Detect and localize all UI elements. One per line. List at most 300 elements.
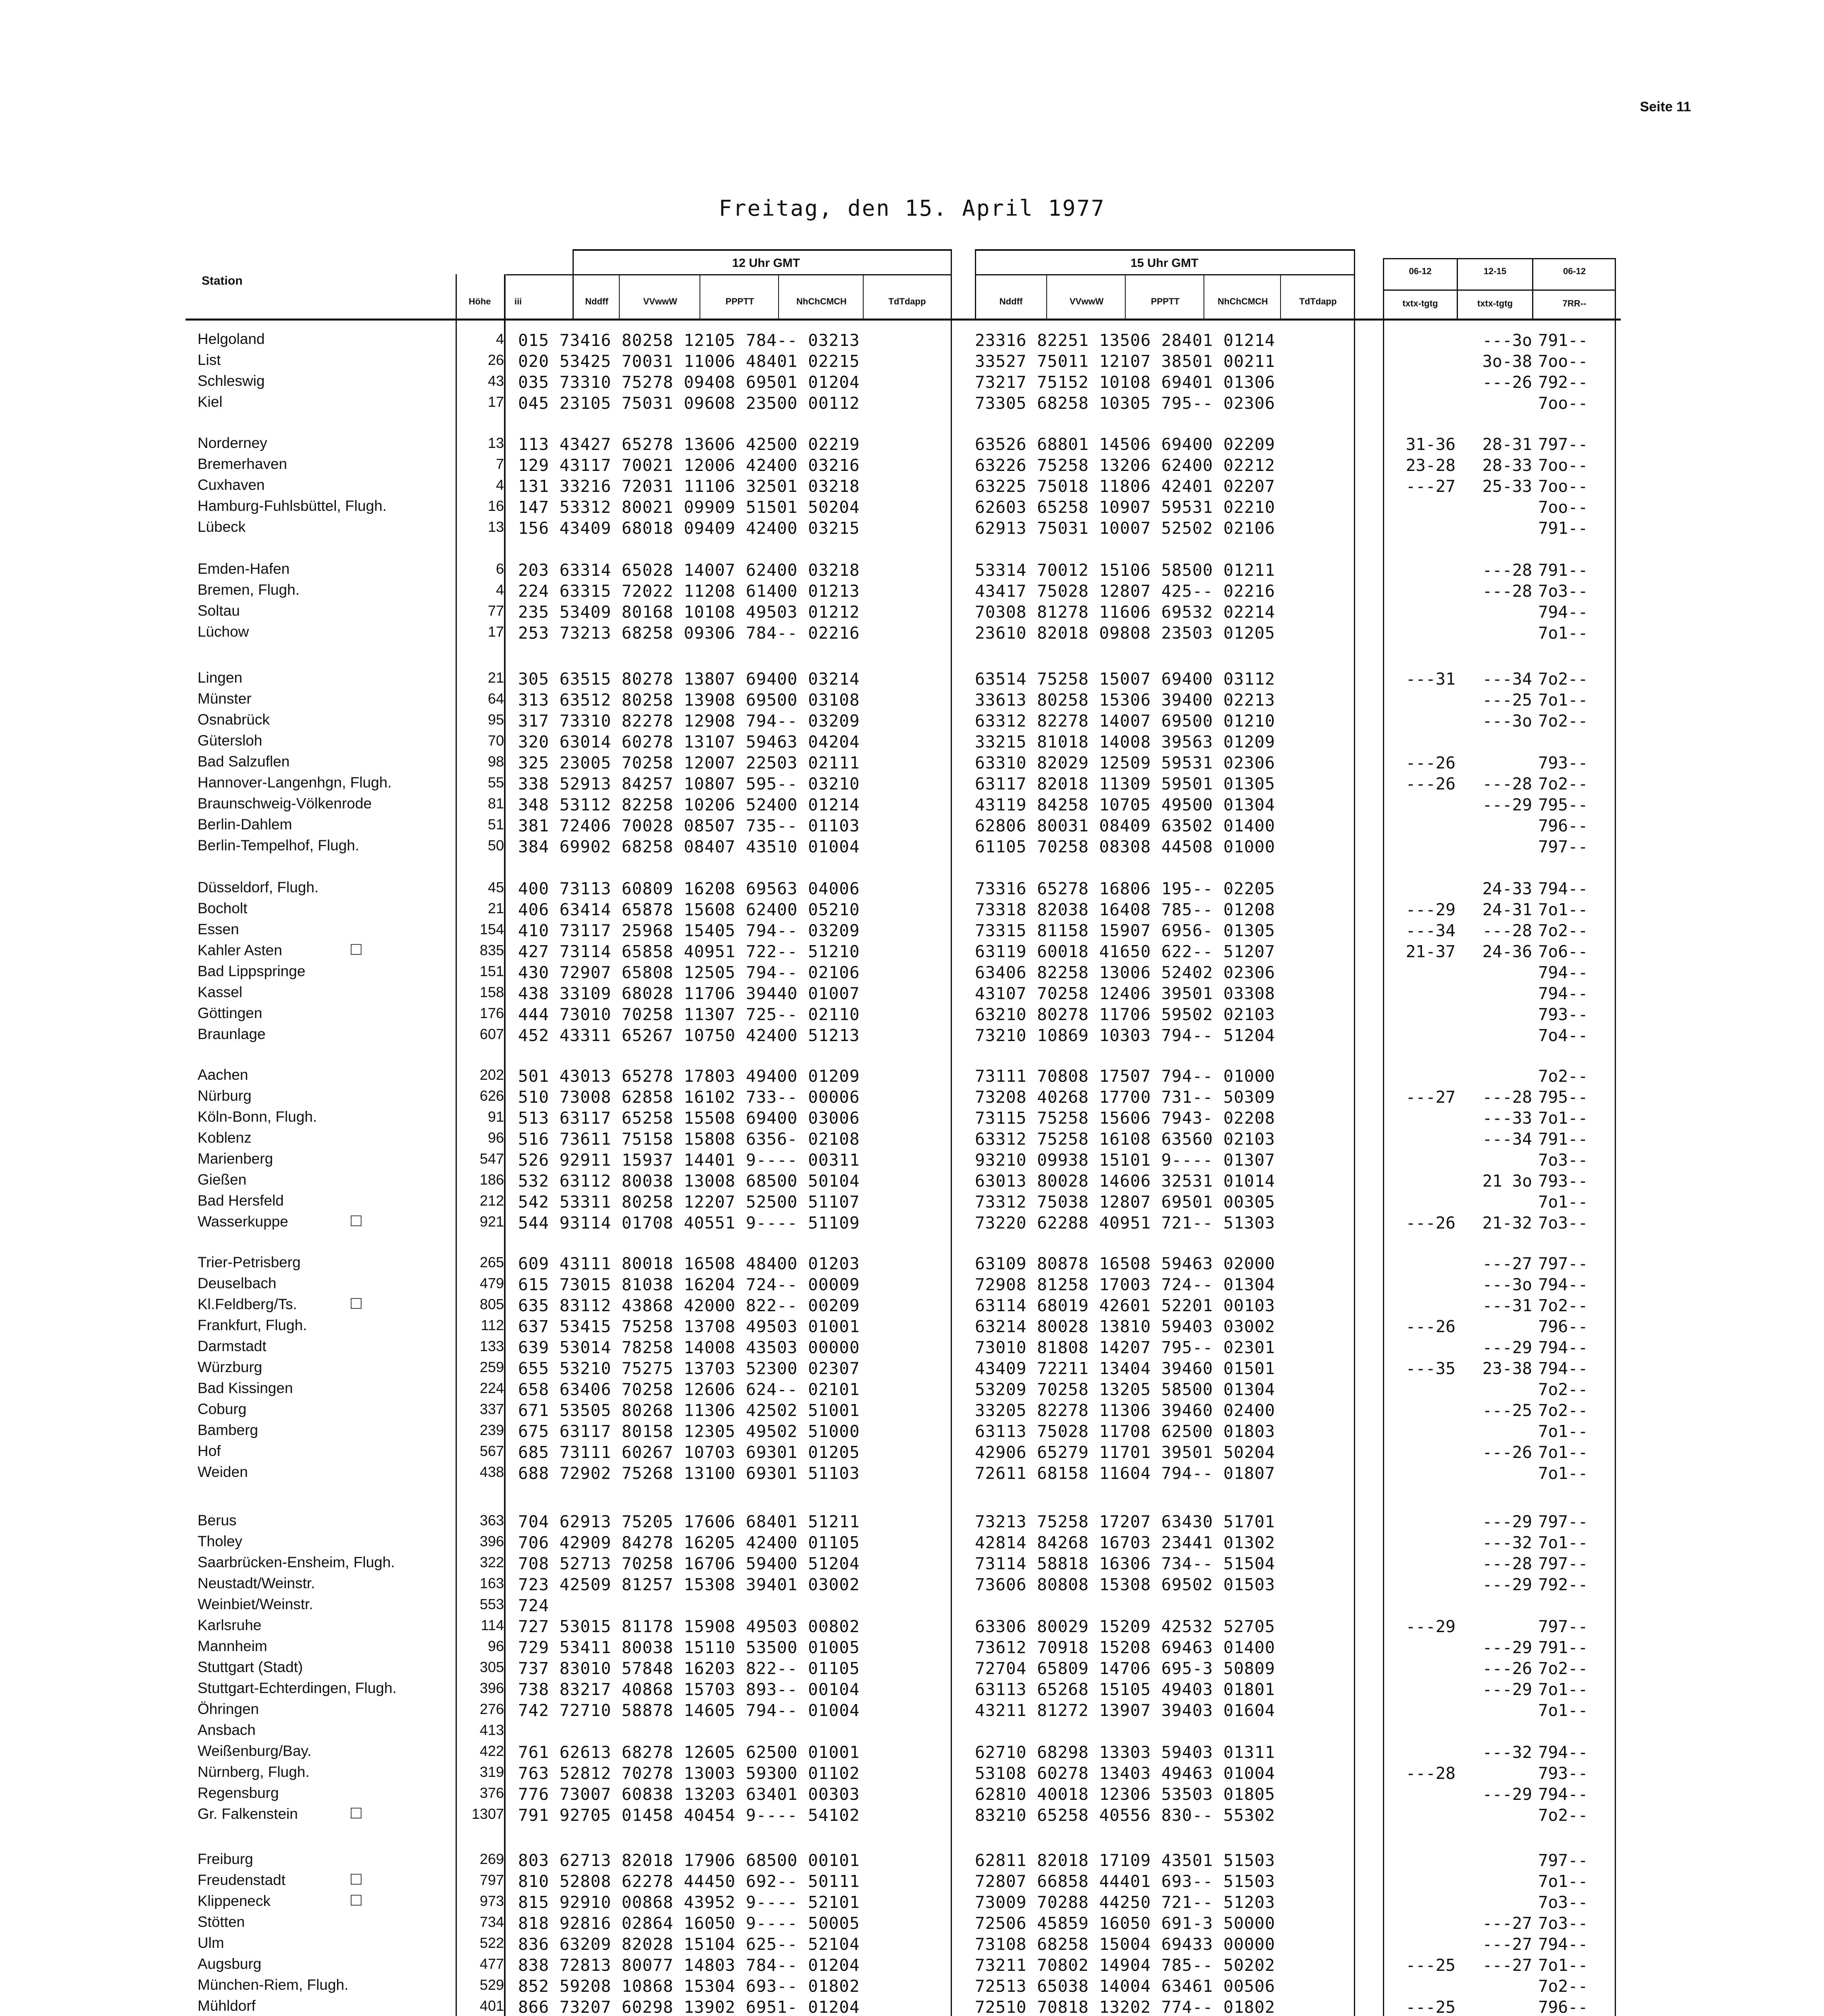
temp-12-15: ---26 — [1482, 1443, 1532, 1462]
square-icon: □ — [351, 1869, 362, 1889]
temp-12-15: ---27 — [1482, 1935, 1532, 1954]
station-name: Bremen, Flugh. — [198, 581, 300, 598]
obs-12-uhr: 639 53014 78258 14008 43503 00000 — [518, 1338, 860, 1357]
temp-12-15: ---26 — [1482, 1659, 1532, 1678]
square-icon: □ — [351, 1890, 362, 1910]
rr-06-12: 797-- — [1538, 1617, 1588, 1636]
obs-15-uhr: 72704 65809 14706 695-3 50809 — [975, 1659, 1275, 1678]
station-hoehe: 553 — [479, 1596, 504, 1612]
station-hoehe: 202 — [479, 1066, 504, 1083]
station-name: Cuxhaven — [198, 477, 265, 493]
obs-12-uhr: 427 73114 65858 40951 722-- 51210 — [518, 942, 860, 961]
obs-15-uhr: 23610 82018 09808 23503 01205 — [975, 623, 1275, 643]
station-hoehe: 95 — [487, 711, 504, 728]
rr-06-12: 791-- — [1538, 519, 1588, 538]
station-name: Kassel — [198, 984, 243, 1000]
obs-15-uhr: 63514 75258 15007 69400 03112 — [975, 669, 1275, 689]
obs-15-uhr: 73315 81158 15907 6956- 01305 — [975, 921, 1275, 940]
station-name: Tholey — [198, 1533, 243, 1549]
table-top-border-15 — [975, 249, 1354, 251]
obs-12-uhr: 113 43427 65278 13606 42500 02219 — [518, 435, 860, 454]
obs-12-uhr: 532 63112 80038 13008 68500 50104 — [518, 1171, 860, 1191]
temp-12-15: ---3o — [1482, 331, 1532, 350]
obs-12-uhr: 729 53411 80038 15110 53500 01005 — [518, 1638, 860, 1657]
obs-15-uhr: 73318 82038 16408 785-- 01208 — [975, 900, 1275, 919]
station-hoehe: 438 — [479, 1464, 504, 1480]
station-name: München-Riem, Flugh. — [198, 1976, 349, 1993]
station-name: Stötten — [198, 1914, 245, 1930]
station-hoehe: 151 — [479, 963, 504, 979]
station-hoehe: 797 — [479, 1872, 504, 1888]
station-hoehe: 6 — [496, 560, 504, 577]
obs-12-uhr: 637 53415 75258 13708 49503 01001 — [518, 1317, 860, 1336]
obs-12-uhr: 542 53311 80258 12207 52500 51107 — [518, 1192, 860, 1212]
station-name: Klippeneck — [198, 1893, 271, 1909]
station-name: Trier-Petrisberg — [198, 1254, 301, 1270]
rr-06-12: 797-- — [1538, 1254, 1588, 1273]
rr-06-12: 7o3-- — [1538, 581, 1588, 601]
obs-12-uhr: 516 73611 75158 15808 6356- 02108 — [518, 1129, 860, 1149]
rr-06-12: 791-- — [1538, 560, 1588, 580]
station-hoehe: 239 — [479, 1422, 504, 1438]
obs-15-uhr: 73211 70802 14904 785-- 50202 — [975, 1956, 1275, 1975]
header-rule — [185, 319, 1621, 321]
station-hoehe: 81 — [487, 795, 504, 812]
station-name: Freiburg — [198, 1851, 253, 1867]
obs-15-uhr: 62913 75031 10007 52502 02106 — [975, 519, 1275, 538]
rr-06-12: 797-- — [1538, 1554, 1588, 1573]
obs-12-uhr: 818 92816 02864 16050 9---- 50005 — [518, 1914, 860, 1933]
station-hoehe: 734 — [479, 1914, 504, 1930]
station-name: Saarbrücken-Ensheim, Flugh. — [198, 1554, 395, 1570]
temp-06-12: ---34 — [1405, 921, 1455, 940]
station-hoehe: 413 — [479, 1722, 504, 1738]
obs-15-uhr: 63210 80278 11706 59502 02103 — [975, 1005, 1275, 1024]
obs-15-uhr: 72513 65038 14004 63461 00506 — [975, 1976, 1275, 1996]
station-hoehe: 212 — [479, 1192, 504, 1209]
station-hoehe: 4 — [496, 477, 504, 493]
station-hoehe: 269 — [479, 1851, 504, 1867]
station-name: Braunlage — [198, 1026, 266, 1042]
rr-06-12: 793-- — [1538, 753, 1588, 773]
col-line-12-right — [951, 249, 952, 2016]
temp-06-12: 23-28 — [1405, 456, 1455, 475]
station-name: Emden-Hafen — [198, 560, 290, 577]
station-hoehe: 51 — [487, 816, 504, 833]
station-hoehe: 319 — [479, 1764, 504, 1780]
rr-06-12: 7oo-- — [1538, 394, 1588, 413]
temp-06-12: 21-37 — [1405, 942, 1455, 961]
rr-06-12: 7o1-- — [1538, 1680, 1588, 1699]
station-name: Braunschweig-Völkenrode — [198, 795, 372, 812]
temp-12-15: ---27 — [1482, 1956, 1532, 1975]
obs-15-uhr: 42814 84268 16703 23441 01302 — [975, 1533, 1275, 1552]
station-name: List — [198, 352, 221, 368]
station-name: Bad Kissingen — [198, 1380, 293, 1396]
station-hoehe: 154 — [479, 921, 504, 937]
rr-06-12: 794-- — [1538, 1743, 1588, 1762]
station-name: Aachen — [198, 1066, 248, 1083]
rr-06-12: 796-- — [1538, 816, 1588, 835]
obs-12-uhr: 761 62613 68278 12605 62500 01001 — [518, 1743, 860, 1762]
station-name: Bocholt — [198, 900, 248, 916]
obs-15-uhr: 73316 65278 16806 195-- 02205 — [975, 879, 1275, 898]
rr-06-12: 796-- — [1538, 1317, 1588, 1336]
station-hoehe: 13 — [487, 519, 504, 535]
col-line-iii — [504, 274, 506, 2016]
obs-15-uhr: 73305 68258 10305 795-- 02306 — [975, 394, 1275, 413]
obs-15-uhr: 73111 70808 17507 794-- 01000 — [975, 1066, 1275, 1086]
rr-06-12: 7o2-- — [1538, 1066, 1588, 1086]
rr-06-12: 7o2-- — [1538, 1659, 1588, 1678]
station-hoehe: 163 — [479, 1575, 504, 1591]
station-name: Coburg — [198, 1401, 247, 1417]
station-name: Bamberg — [198, 1422, 258, 1438]
station-hoehe: 98 — [487, 753, 504, 770]
obs-12-uhr: 866 73207 60298 13902 6951- 01204 — [518, 1997, 860, 2016]
temp-12-15: ---29 — [1482, 1512, 1532, 1531]
rr-06-12: 793-- — [1538, 1764, 1588, 1783]
station-name: Nürnberg, Flugh. — [198, 1764, 310, 1780]
station-name: Göttingen — [198, 1005, 262, 1021]
col-line-p-mid2 — [1532, 258, 1533, 319]
rr-06-12: 791-- — [1538, 1638, 1588, 1657]
temp-12-15: 24-36 — [1482, 942, 1532, 961]
col-line-15-right — [1354, 249, 1355, 2016]
temp-12-15: ---34 — [1482, 669, 1532, 689]
station-name: Lüchow — [198, 623, 249, 640]
obs-12-uhr: 224 63315 72022 11208 61400 01213 — [518, 581, 860, 601]
station-hoehe: 158 — [479, 984, 504, 1000]
sub-div — [1046, 274, 1047, 319]
obs-15-uhr: 63406 82258 13006 52402 02306 — [975, 963, 1275, 982]
obs-12-uhr: 738 83217 40868 15703 893-- 00104 — [518, 1680, 860, 1699]
table-top-border — [573, 249, 952, 251]
obs-15-uhr: 62806 80031 08409 63502 01400 — [975, 816, 1275, 835]
station-name: Freudenstadt — [198, 1872, 286, 1888]
sub-div — [1280, 274, 1281, 319]
square-icon: □ — [351, 1210, 362, 1230]
obs-12-uhr: 147 53312 80021 09909 51501 50204 — [518, 498, 860, 517]
station-hoehe: 21 — [487, 900, 504, 916]
obs-15-uhr: 23316 82251 13506 28401 01214 — [975, 331, 1275, 350]
obs-12-uhr: 704 62913 75205 17606 68401 51211 — [518, 1512, 860, 1531]
temp-12-15: ---32 — [1482, 1533, 1532, 1552]
rr-06-12: 797-- — [1538, 837, 1588, 856]
station-name: Hof — [198, 1443, 221, 1459]
temp-06-12: ---26 — [1405, 753, 1455, 773]
obs-12-uhr: 203 63314 65028 14007 62400 03218 — [518, 560, 860, 580]
obs-12-uhr: 685 73111 60267 10703 69301 01205 — [518, 1443, 860, 1462]
obs-12-uhr: 253 73213 68258 09306 784-- 02216 — [518, 623, 860, 643]
temp-12-15: ---28 — [1482, 1554, 1532, 1573]
header-tdtd-15: TdTdapp — [1299, 296, 1337, 306]
station-hoehe: 835 — [479, 942, 504, 958]
obs-15-uhr: 73217 75152 10108 69401 01306 — [975, 373, 1275, 392]
obs-12-uhr: 444 73010 70258 11307 725-- 02110 — [518, 1005, 860, 1024]
temp-12-15: ---28 — [1482, 774, 1532, 793]
temp-12-15: 24-33 — [1482, 879, 1532, 898]
obs-12-uhr: 501 43013 65278 17803 49400 01209 — [518, 1066, 860, 1086]
temp-12-15: ---31 — [1482, 1296, 1532, 1315]
obs-15-uhr: 73208 40268 17700 731-- 50309 — [975, 1087, 1275, 1107]
temp-06-12: ---26 — [1405, 774, 1455, 793]
obs-15-uhr: 61105 70258 08308 44508 01000 — [975, 837, 1275, 856]
station-hoehe: 396 — [479, 1680, 504, 1696]
station-hoehe: 21 — [487, 669, 504, 686]
station-hoehe: 43 — [487, 373, 504, 389]
obs-12-uhr: 852 59208 10868 15304 693-- 01802 — [518, 1976, 860, 1996]
station-name: Köln-Bonn, Flugh. — [198, 1108, 317, 1125]
obs-12-uhr: 325 23005 70258 12007 22503 02111 — [518, 753, 860, 773]
header-station: Station — [202, 274, 243, 287]
station-name: Nürburg — [198, 1087, 252, 1104]
station-name: Berlin-Dahlem — [198, 816, 292, 833]
obs-12-uhr: 810 52808 62278 44450 692-- 50111 — [518, 1872, 860, 1891]
rr-06-12: 794-- — [1538, 1338, 1588, 1357]
col-line-p-left — [1383, 258, 1384, 2016]
rr-06-12: 7o3-- — [1538, 1150, 1588, 1170]
obs-15-uhr: 72611 68158 11604 794-- 01807 — [975, 1464, 1275, 1483]
rr-06-12: 7o1-- — [1538, 1108, 1588, 1128]
station-name: Darmstadt — [198, 1338, 267, 1354]
station-hoehe: 17 — [487, 623, 504, 640]
header-12-uhr: 12 Uhr GMT — [732, 256, 800, 270]
station-name: Koblenz — [198, 1129, 252, 1146]
station-hoehe: 396 — [479, 1533, 504, 1549]
obs-15-uhr: 73009 70288 44250 721-- 51203 — [975, 1893, 1275, 1912]
rr-06-12: 793-- — [1538, 1005, 1588, 1024]
header-sub-rule-12 — [506, 274, 952, 275]
obs-12-uhr: 655 53210 75275 13703 52300 02307 — [518, 1359, 860, 1378]
temp-06-12: 31-36 — [1405, 435, 1455, 454]
rr-06-12: 794-- — [1538, 1275, 1588, 1294]
obs-12-uhr: 724 — [518, 1596, 550, 1615]
station-hoehe: 973 — [479, 1893, 504, 1909]
station-name: Marienberg — [198, 1150, 273, 1167]
obs-12-uhr: 763 52812 70278 13003 59300 01102 — [518, 1764, 860, 1783]
station-hoehe: 522 — [479, 1935, 504, 1951]
station-hoehe: 805 — [479, 1296, 504, 1312]
station-hoehe: 529 — [479, 1976, 504, 1993]
station-hoehe: 114 — [481, 1617, 504, 1633]
station-name: Bad Lippspringe — [198, 963, 306, 979]
obs-12-uhr: 723 42509 81257 15308 39401 03002 — [518, 1575, 860, 1594]
rr-06-12: 797-- — [1538, 1851, 1588, 1870]
station-name: Mühldorf — [198, 1997, 256, 2014]
temp-12-15: ---29 — [1482, 1785, 1532, 1804]
obs-15-uhr: 43211 81272 13907 39403 01604 — [975, 1701, 1275, 1720]
obs-12-uhr: 708 52713 70258 16706 59400 51204 — [518, 1554, 860, 1573]
temp-06-12: ---27 — [1405, 1087, 1455, 1107]
obs-12-uhr: 615 73015 81038 16204 724-- 00009 — [518, 1275, 860, 1294]
obs-12-uhr: 838 72813 80077 14803 784-- 01204 — [518, 1956, 860, 1975]
rr-06-12: 7o1-- — [1538, 1533, 1588, 1552]
station-name: Karlsruhe — [198, 1617, 262, 1633]
station-name: Helgoland — [198, 331, 265, 347]
obs-15-uhr: 72807 66858 44401 693-- 51503 — [975, 1872, 1275, 1891]
temp-12-15: 25-33 — [1482, 477, 1532, 496]
temp-12-15: ---28 — [1482, 921, 1532, 940]
rr-06-12: 792-- — [1538, 1575, 1588, 1594]
rr-06-12: 7o3-- — [1538, 1914, 1588, 1933]
obs-15-uhr: 72506 45859 16050 691-3 50000 — [975, 1914, 1275, 1933]
obs-15-uhr: 33613 80258 15306 39400 02213 — [975, 690, 1275, 710]
temp-12-15: ---3o — [1482, 711, 1532, 731]
station-hoehe: 607 — [479, 1026, 504, 1042]
obs-12-uhr: 317 73310 82278 12908 794-- 03209 — [518, 711, 860, 731]
obs-12-uhr: 156 43409 68018 09409 42400 03215 — [518, 519, 860, 538]
obs-15-uhr: 63312 75258 16108 63560 02103 — [975, 1129, 1275, 1149]
page-number: Seite 11 — [1640, 99, 1691, 115]
col-line-12-left — [573, 249, 574, 319]
rr-06-12: 7o2-- — [1538, 1401, 1588, 1420]
rr-06-12: 7oo-- — [1538, 352, 1588, 371]
temp-12-15: ---32 — [1482, 1743, 1532, 1762]
obs-15-uhr: 62811 82018 17109 43501 51503 — [975, 1851, 1275, 1870]
temp-06-12: ---26 — [1405, 1317, 1455, 1336]
station-name: Weiden — [198, 1464, 248, 1480]
obs-15-uhr: 53108 60278 13403 49463 01004 — [975, 1764, 1275, 1783]
square-icon: □ — [351, 1803, 362, 1822]
temp-06-12: ---31 — [1405, 669, 1455, 689]
temp-12-15: ---29 — [1482, 1680, 1532, 1699]
temp-06-12: ---27 — [1405, 477, 1455, 496]
station-hoehe: 70 — [487, 732, 504, 749]
station-hoehe: 626 — [479, 1087, 504, 1104]
obs-15-uhr: 73606 80808 15308 69502 01503 — [975, 1575, 1275, 1594]
station-hoehe: 17 — [487, 394, 504, 410]
obs-12-uhr: 671 53505 80268 11306 42502 51001 — [518, 1401, 860, 1420]
rr-06-12: 794-- — [1538, 1935, 1588, 1954]
station-hoehe: 259 — [479, 1359, 504, 1375]
temp-12-15: ---29 — [1482, 795, 1532, 814]
station-name: Deuselbach — [198, 1275, 277, 1291]
header-hoehe: Höhe — [468, 296, 491, 306]
rr-06-12: 7o3-- — [1538, 1213, 1588, 1233]
station-name: Schleswig — [198, 373, 265, 389]
header-nhch-12: NhChCMCH — [796, 296, 847, 306]
obs-12-uhr: 675 63117 80158 12305 49502 51000 — [518, 1422, 860, 1441]
obs-15-uhr: 73108 68258 15004 69433 00000 — [975, 1935, 1275, 1954]
header-vvwww-12: VVwwW — [643, 296, 677, 306]
header-period-1: 06-12 — [1409, 266, 1432, 276]
station-name: Düsseldorf, Flugh. — [198, 879, 319, 896]
obs-12-uhr: 384 69902 68258 08407 43510 01004 — [518, 837, 860, 856]
station-hoehe: 176 — [479, 1005, 504, 1021]
obs-12-uhr: 727 53015 81178 15908 49503 00802 — [518, 1617, 860, 1636]
obs-15-uhr: 63312 82278 14007 69500 01210 — [975, 711, 1275, 731]
station-name: Soltau — [198, 602, 240, 619]
rr-06-12: 794-- — [1538, 1785, 1588, 1804]
obs-15-uhr: 73213 75258 17207 63430 51701 — [975, 1512, 1275, 1531]
station-name: Osnabrück — [198, 711, 270, 728]
sub-div — [619, 274, 620, 319]
station-name: Gütersloh — [198, 732, 262, 749]
temp-12-15: ---26 — [1482, 373, 1532, 392]
obs-12-uhr: 513 63117 65258 15508 69400 03006 — [518, 1108, 860, 1128]
rr-06-12: 794-- — [1538, 879, 1588, 898]
station-name: Bremerhaven — [198, 456, 287, 472]
station-name: Würzburg — [198, 1359, 262, 1375]
obs-15-uhr: 33527 75011 12107 38501 00211 — [975, 352, 1275, 371]
rr-06-12: 7o1-- — [1538, 1701, 1588, 1720]
obs-12-uhr: 305 63515 80278 13807 69400 03214 — [518, 669, 860, 689]
obs-12-uhr: 803 62713 82018 17906 68500 00101 — [518, 1851, 860, 1870]
temp-12-15: ---3o — [1482, 1275, 1532, 1294]
station-hoehe: 45 — [487, 879, 504, 896]
station-hoehe: 112 — [481, 1317, 504, 1333]
obs-15-uhr: 73114 58818 16306 734-- 51504 — [975, 1554, 1275, 1573]
obs-15-uhr: 73210 10869 10303 794-- 51204 — [975, 1026, 1275, 1045]
temp-12-15: ---27 — [1482, 1254, 1532, 1273]
obs-15-uhr: 73612 70918 15208 69463 01400 — [975, 1638, 1275, 1657]
rr-06-12: 7o1-- — [1538, 690, 1588, 710]
obs-12-uhr: 131 33216 72031 11106 32501 03218 — [518, 477, 860, 496]
obs-15-uhr: 62810 40018 12306 53503 01805 — [975, 1785, 1275, 1804]
temp-12-15: 21 3o — [1482, 1171, 1532, 1191]
square-icon: □ — [351, 1293, 362, 1313]
header-sub-2: txtx-tgtg — [1477, 298, 1513, 308]
obs-15-uhr: 33215 81018 14008 39563 01209 — [975, 732, 1275, 752]
temp-12-15: 23-38 — [1482, 1359, 1532, 1378]
obs-12-uhr: 742 72710 58878 14605 794-- 01004 — [518, 1701, 860, 1720]
obs-15-uhr: 62710 68298 13303 59403 01311 — [975, 1743, 1275, 1762]
temp-12-15: 28-31 — [1482, 435, 1532, 454]
station-hoehe: 133 — [479, 1338, 504, 1354]
rr-06-12: 7oo-- — [1538, 477, 1588, 496]
rr-06-12: 7o1-- — [1538, 1464, 1588, 1483]
rr-06-12: 7o2-- — [1538, 1296, 1588, 1315]
obs-15-uhr: 63113 75028 11708 62500 01803 — [975, 1422, 1275, 1441]
temp-12-15: 21-32 — [1482, 1213, 1532, 1233]
obs-12-uhr: 035 73310 75278 09408 69501 01204 — [518, 373, 860, 392]
station-hoehe: 7 — [496, 456, 504, 472]
temp-12-15: ---25 — [1482, 1401, 1532, 1420]
station-name: Weißenburg/Bay. — [198, 1743, 312, 1759]
station-hoehe: 4 — [496, 331, 504, 347]
rr-06-12: 794-- — [1538, 984, 1588, 1003]
station-hoehe: 13 — [487, 435, 504, 451]
header-ppptt-12: PPPTT — [725, 296, 754, 306]
rr-06-12: 7o2-- — [1538, 774, 1588, 793]
station-hoehe: 91 — [487, 1108, 504, 1125]
rr-06-12: 7o2-- — [1538, 1806, 1588, 1825]
obs-15-uhr: 73115 75258 15606 7943- 02208 — [975, 1108, 1275, 1128]
rr-06-12: 7o1-- — [1538, 900, 1588, 919]
rr-06-12: 796-- — [1538, 1997, 1588, 2016]
col-line-p-right — [1615, 258, 1616, 2016]
obs-15-uhr: 93210 09938 15101 9---- 01307 — [975, 1150, 1275, 1170]
obs-15-uhr: 43417 75028 12807 425-- 02216 — [975, 581, 1275, 601]
obs-15-uhr: 72908 81258 17003 724-- 01304 — [975, 1275, 1275, 1294]
obs-12-uhr: 430 72907 65808 12505 794-- 02106 — [518, 963, 860, 982]
rr-06-12: 7o1-- — [1538, 1422, 1588, 1441]
station-name: Berus — [198, 1512, 237, 1529]
obs-15-uhr: 62603 65258 10907 59531 02210 — [975, 498, 1275, 517]
station-hoehe: 322 — [479, 1554, 504, 1570]
obs-12-uhr: 688 72902 75268 13100 69301 51103 — [518, 1464, 860, 1483]
obs-12-uhr: 526 92911 15937 14401 9---- 00311 — [518, 1150, 860, 1170]
temp-12-15: 24-31 — [1482, 900, 1532, 919]
sub-div — [863, 274, 864, 319]
obs-15-uhr: 63013 80028 14606 32531 01014 — [975, 1171, 1275, 1191]
temp-12-15: ---29 — [1482, 1338, 1532, 1357]
rr-06-12: 797-- — [1538, 435, 1588, 454]
obs-12-uhr: 320 63014 60278 13107 59463 04204 — [518, 732, 860, 752]
obs-15-uhr: 63226 75258 13206 62400 02212 — [975, 456, 1275, 475]
station-hoehe: 224 — [479, 1380, 504, 1396]
